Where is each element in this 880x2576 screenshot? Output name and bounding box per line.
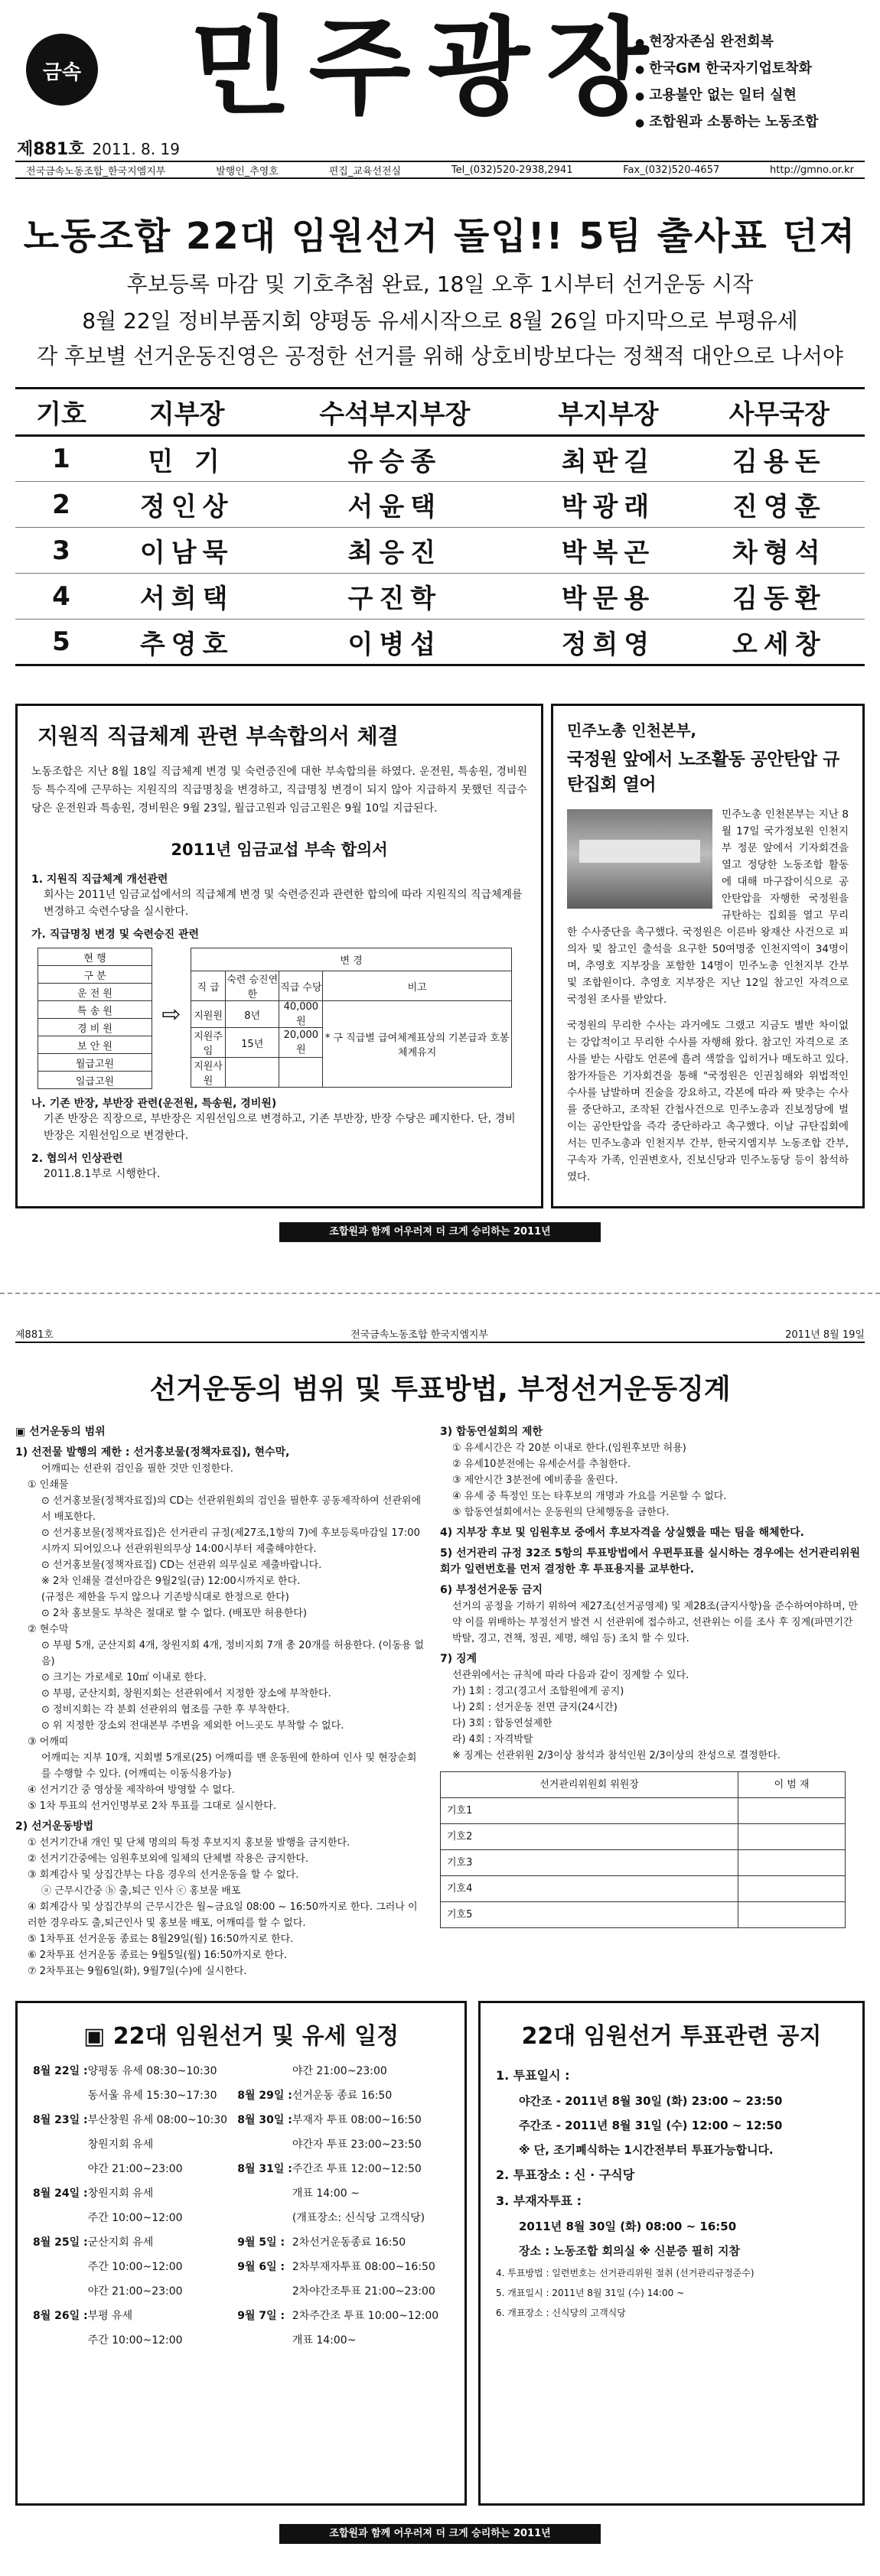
signature-field[interactable] — [738, 1902, 846, 1928]
rule-text: ⊙ 2차 홍보물도 부착은 절대로 할 수 없다. (배포만 허용한다) — [41, 1608, 307, 1619]
rule-item: 4) 지부장 후보 및 임원후보 중에서 후보자격을 상실했을 때는 팀을 해체한다. — [440, 1527, 804, 1539]
subheadline-1: 후보등록 마감 및 기호추첨 완료, 18일 오후 1시부터 선거운동 시작 — [126, 272, 754, 297]
rule-text: ③ 회계감사 및 상집간부는 다음 경우의 선거운동을 할 수 없다. — [28, 1869, 299, 1881]
section-body: 회사는 2011년 임금교섭에서의 직급체계 변경 및 숙련증진과 관련한 합의에 따라 지원직의 직급체계를 변경하고 숙련수당을 실시한다. — [44, 889, 523, 918]
rule-item: 2) 선거운동방법 — [15, 1820, 94, 1833]
schedule-date: 9월 5일 : — [237, 2236, 285, 2249]
grade-cell: 특 송 원 — [38, 1001, 152, 1019]
photo-banner — [579, 840, 700, 863]
schedule-event: 동서울 유세 15:30~17:30 — [87, 2090, 217, 2102]
schedule-event: 창원지회 유세 — [87, 2139, 154, 2151]
schedule-date: 8월 29일 : — [237, 2090, 292, 2102]
grade-allowance — [279, 1058, 323, 1088]
promotion-years: 15년 — [226, 1028, 279, 1058]
section-heading: 가. 직급명칭 변경 및 숙련승진 관련 — [31, 929, 200, 941]
subheadline-3: 각 후보별 선거운동진영은 공정한 선거를 위해 상호비방보다는 정책적 대안으로 나서야 — [37, 343, 843, 369]
schedule-date — [33, 2332, 88, 2356]
notice-item: 1. 투표일시 : — [496, 2068, 570, 2083]
candidate-cell: 오세창 — [694, 620, 865, 665]
schedule-row — [33, 2063, 449, 2087]
page2-org: 전국금속노동조합 한국지엠지부 — [350, 1329, 489, 1341]
signature-row-label: 기호1 — [441, 1798, 738, 1824]
article-title: 국정원 앞에서 노조활동 공안탄압 규탄집회 열어 — [567, 750, 839, 795]
table-header-row — [15, 389, 865, 436]
voting-notice-box — [478, 2001, 865, 2506]
article-title: 지원직 직급체계 관련 부속합의서 체결 — [37, 724, 399, 749]
rule-item: 3) 합동연설회의 제한 — [440, 1426, 543, 1438]
candidate-cell: 박광래 — [523, 482, 693, 528]
changed-grade-table — [191, 948, 512, 1088]
rule-subheading: ③ 어깨띠 — [28, 1736, 69, 1748]
section-heading: 1. 지원직 직급체계 개선관련 — [31, 873, 168, 886]
candidate-cell: 최응진 — [266, 528, 523, 574]
table-row — [15, 528, 865, 574]
column-header: 비고 — [323, 971, 512, 1001]
schedule-row — [33, 2283, 449, 2308]
table-row — [15, 482, 865, 528]
rule-text: ⑤ 1차 투표의 선거인명부로 2차 투표를 그대로 실시한다. — [28, 1800, 276, 1812]
publisher-bar — [15, 161, 865, 179]
schedule-date: 8월 22일 : — [33, 2065, 88, 2077]
committee-chair-name: 이 범 재 — [738, 1772, 846, 1798]
candidate-cell: 이병섭 — [266, 620, 523, 665]
schedule-event: 야간자 투표 23:00~23:50 — [292, 2139, 422, 2151]
notice-item: 3. 부재자투표 : — [496, 2194, 582, 2208]
signature-row-label: 기호5 — [441, 1902, 738, 1928]
schedule-event: 선거운동 종료 16:50 — [292, 2090, 393, 2102]
candidate-cell: 김동환 — [694, 574, 865, 620]
newsletter-title: 민주광장 — [190, 6, 666, 129]
subheadline-2: 8월 22일 정비부품지회 양평동 유세시작으로 8월 26일 마지막으로 부평유세 — [82, 308, 798, 333]
section-heading: 2. 협의서 인상관련 — [31, 1153, 123, 1165]
candidate-table — [15, 387, 865, 666]
schedule-row — [33, 2185, 449, 2210]
rule-item: 6) 부정선거운동 금지 — [440, 1584, 543, 1596]
candidate-cell: 유승종 — [266, 436, 523, 482]
schedule-date: 9월 7일 : — [237, 2310, 285, 2322]
schedule-date: 8월 24일 : — [33, 2187, 88, 2200]
grade-cell: 보 안 원 — [38, 1036, 152, 1054]
article-lead: 노동조합은 지난 8월 18일 직급체계 변경 및 숙련증진에 대한 부속합의를 하였다. 운전원, 특송원, 경비원 등 특수직에 근무하는 지원직의 직급명칭을 변경하고, 직급명칭 변경이 되지 않아 지급하지 못했던 직급수당은 운전원과 특송원, 경비원은 9월 23일, 월급고원과 임금고원은 9월 10일 지급된다. — [31, 766, 527, 815]
candidate-cell: 정인상 — [107, 482, 266, 528]
schedule-row — [33, 2087, 449, 2112]
rule-text: ② 선거기간중에는 임원후보외에 일체의 단체별 작용은 금지한다. — [28, 1853, 309, 1865]
issue-number: 제881호 — [17, 140, 85, 159]
issue-date: 2011. 8. 19 — [92, 140, 180, 158]
logo-text: 금속 — [42, 61, 82, 84]
union-logo — [26, 34, 98, 106]
rule-text: ③ 제안시간 3분전에 예비종을 울린다. — [452, 1475, 618, 1486]
slogan-list — [635, 29, 865, 136]
schedule-date — [33, 2259, 88, 2283]
schedule-body — [33, 2063, 449, 2356]
schedule-event: 2차야간조투표 21:00~23:00 — [292, 2285, 435, 2298]
notice-item: 4. 투표방법 : 일련번호는 선거관리위원 절취 (선거관리규정준수) — [496, 2268, 755, 2278]
signature-row-label: 기호3 — [441, 1850, 738, 1876]
column-header: 직급 수당 — [279, 971, 323, 1001]
column-header: 수석부지부장 — [266, 389, 523, 436]
article-nis-rally — [551, 704, 865, 1208]
candidate-cell: 민 기 — [107, 436, 266, 482]
rule-text: ④ 선거기간 중 영상물 제작하여 방영할 수 없다. — [28, 1784, 235, 1796]
rule-text: 나) 2회 : 선거운동 전면 금지(24시간) — [452, 1702, 618, 1713]
schedule-event: 창원지회 유세 — [87, 2187, 154, 2200]
rule-text: ※ 징계는 선관위원 2/3이상 참석과 참석인원 2/3이상의 찬성으로 결정한다. — [452, 1750, 781, 1761]
candidate-cell: 진영훈 — [694, 482, 865, 528]
column-header: 직 급 — [191, 971, 226, 1001]
headline: 노동조합 22대 임원선거 돌입!! 5팀 출사표 던져 — [23, 215, 857, 258]
rules-heading: ▣ 선거운동의 범위 — [15, 1426, 106, 1438]
schedule-date: 8월 25일 : — [33, 2236, 88, 2249]
grade-note: * 구 직급별 급여체계표상의 기본급과 호봉체계유지 — [323, 1001, 512, 1088]
rule-subheading: ② 현수막 — [28, 1624, 69, 1635]
promotion-years: 8년 — [226, 1001, 279, 1028]
website-link[interactable]: http://gmno.or.kr — [770, 164, 854, 176]
candidate-cell: 구진학 — [266, 574, 523, 620]
candidate-cell: 추영호 — [107, 620, 266, 665]
masthead — [0, 0, 880, 184]
schedule-date — [237, 2283, 292, 2308]
schedule-event: 개표 14:00~ — [292, 2334, 357, 2347]
rule-text: ⊙ 부평 5개, 군산지회 4개, 창원지회 4개, 정비지회 7개 총 20개를 허용한다. (이동용 없음) — [41, 1640, 425, 1667]
article-kicker: 민주노총 인천본부, — [567, 721, 697, 740]
rule-item: 1) 선전물 발행의 제한 : 선거홍보물(정책자료집), 현수막, — [15, 1446, 290, 1459]
candidate-cell: 서희택 — [107, 574, 266, 620]
schedule-event: 주간 10:00~12:00 — [87, 2261, 183, 2273]
ballot-number: 2 — [15, 482, 107, 528]
schedule-event: 부평 유세 — [87, 2310, 133, 2322]
schedule-event: (개표장소: 신식당 고객식당) — [292, 2212, 425, 2224]
page2-title: 선거운동의 범위 및 투표방법, 부정선거운동징계 — [149, 1374, 731, 1405]
notice-detail: 장소 : 노동조합 회의실 ※ 신분증 필히 지참 — [519, 2244, 740, 2258]
rule-text: ※ 2차 인쇄물 결선마감은 9월2일(금) 12:00시까지로 한다. — [41, 1576, 301, 1587]
candidate-cell: 차형석 — [694, 528, 865, 574]
column-header: 기호 — [15, 389, 107, 436]
schedule-event: 주간 10:00~12:00 — [87, 2334, 183, 2347]
schedule-row — [33, 2259, 449, 2283]
rule-text: ⑤ 1차투표 선거운동 종료는 8월29일(월) 16:50까지로 한다. — [28, 1934, 294, 1945]
rule-text: 선거의 공정을 기하기 위하여 제27조(선거공영제) 및 제28조(금지사항)을 준수하여야하며, 만약 이를 위배하는 부정선거 발견 시 선관위에 접수하고, 선관위는 이를 조사 후 징계(파면기간 박탈, 경고, 견책, 정권, 제명, 해임 등) 조치 할 수 있다. — [452, 1601, 859, 1644]
rule-text: ① 선거기간내 개인 및 단체 명의의 특정 후보지지 홍보물 발행을 금지한다. — [28, 1837, 350, 1849]
schedule-event: 야간 21:00~23:00 — [292, 2065, 387, 2077]
schedule-date: 8월 31일 : — [237, 2163, 292, 2175]
signature-row-label: 기호2 — [441, 1824, 738, 1850]
candidate-cell: 정희영 — [523, 620, 693, 665]
slogan-item: ● 조합원과 소통하는 노동조합 — [635, 109, 865, 136]
schedule-event: 2차부재자투표 08:00~16:50 — [292, 2261, 435, 2273]
schedule-event: 군산지회 유세 — [87, 2236, 154, 2249]
signature-table — [440, 1771, 846, 1928]
schedule-row — [33, 2234, 449, 2259]
ballot-number: 4 — [15, 574, 107, 620]
candidate-cell: 김용돈 — [694, 436, 865, 482]
telephone: Tel_(032)520-2938,2941 — [451, 164, 573, 176]
rule-text: ⊙ 선거홍보물(정책자료집)의 CD는 선관위원회의 검인을 필한후 공동제작하여 선관위에서 배포한다. — [41, 1495, 422, 1523]
signature-field[interactable] — [738, 1798, 846, 1824]
schedule-date — [33, 2136, 88, 2161]
rule-text: 다) 3회 : 합동연설제한 — [452, 1718, 552, 1729]
schedule-row — [33, 2308, 449, 2332]
schedule-event: 양평동 유세 08:30~10:30 — [87, 2065, 217, 2077]
column-header: 지부장 — [107, 389, 266, 436]
schedule-event: 2차선거운동종료 16:50 — [292, 2236, 406, 2249]
rule-text: ⑦ 2차투표는 9월6일(화), 9월7일(수)에 실시한다. — [28, 1966, 247, 1977]
rule-text: 어깨띠는 지부 10개, 지회별 5개로(25) 어깨띠를 맨 운동원에 한하여 인사 및 현장순회를 수행할 수 있다. (어깨띠는 이동식용가능) — [41, 1752, 417, 1780]
rule-subheading: ① 인쇄물 — [28, 1479, 69, 1491]
rule-item: 7) 징계 — [440, 1653, 477, 1665]
schedule-date — [237, 2136, 292, 2161]
candidate-cell: 박복곤 — [523, 528, 693, 574]
article-paragraph: 민주노총 인천본부는 지난 8월 17일 국가정보원 인천지부 정문 앞에서 기자회견을 열고 정당한 노동조합 활동에 대해 마구잡이식으로 공안탄압을 자행한 국정원을 규탄하는 집회를 열고 무리한 수사중단을 촉구했다. 국정원은 이른바 왕재산 사건으로 피의자 및 참고인 출석을 요구한 50여명중 인천지역이 34명이며, 추영호 지부장을 포함한 14명이 민주노총 인천지부 간부 및 조합원이다. 추영호 지부장은 지난 12일 참고인 자격으로 국정원 조사를 받았다. — [567, 808, 849, 1006]
current-grade-table — [37, 948, 152, 1089]
footer-slogan-bar: 조합원과 함께 어우러져 더 크게 승리하는 2011년 — [279, 2524, 601, 2544]
agreement-title: 2011년 임금교섭 부속 합의서 — [171, 841, 388, 859]
schedule-event: 주간조 투표 12:00~12:50 — [292, 2163, 422, 2175]
schedule-event: 부재자 투표 08:00~16:50 — [292, 2114, 422, 2126]
rule-text: ⑥ 2차투표 선거운동 종료는 9월5일(월) 16:50까지로 한다. — [28, 1950, 288, 1961]
candidate-cell: 이남묵 — [107, 528, 266, 574]
notice-item: 5. 개표일시 : 2011년 8월 31일 (수) 14:00 ~ — [496, 2288, 685, 2298]
schedule-date: 8월 23일 : — [33, 2114, 88, 2126]
editor: 편집_교육선전실 — [328, 165, 402, 177]
schedule-date — [237, 2063, 292, 2087]
footer-slogan-bar: 조합원과 함께 어우러져 더 크게 승리하는 2011년 — [279, 1222, 601, 1242]
table-row — [15, 574, 865, 620]
schedule-date: 8월 30일 : — [237, 2114, 292, 2126]
rule-text: 선관위에서는 규칙에 따라 다음과 같이 징계할 수 있다. — [452, 1670, 689, 1681]
section-body: 기존 반장은 직장으로, 부반장은 지원선임으로 변경하고, 기존 부반장, 반장 수당은 폐지한다. 단, 경비 반장은 지원선임으로 변경한다. — [44, 1113, 516, 1142]
grade-cell: 경 비 원 — [38, 1019, 152, 1036]
rule-text: 어깨띠는 선관위 검인을 필한 것만 인정한다. — [41, 1463, 233, 1475]
schedule-table — [33, 2063, 449, 2356]
schedule-title: ▣ 22대 임원선거 및 유세 일정 — [83, 2023, 399, 2050]
candidate-cell: 서윤택 — [266, 482, 523, 528]
publisher-name: 발행인_추영호 — [216, 165, 279, 177]
fax: Fax_(032)520-4657 — [623, 164, 720, 176]
rule-text: ⊙ 부평, 군산지회, 창원지회는 선관위에서 지정한 장소에 부착한다. — [41, 1688, 331, 1699]
arrow-right-icon: ⇨ — [161, 1001, 181, 1028]
promotion-years — [226, 1058, 279, 1088]
schedule-row — [33, 2136, 449, 2161]
change-head: 변 경 — [191, 948, 512, 971]
grade-change-diagram — [37, 948, 527, 1089]
rule-text: ② 유세10분전에는 유세순서를 추첨한다. — [452, 1459, 631, 1470]
schedule-box — [15, 2001, 467, 2506]
ballot-number: 3 — [15, 528, 107, 574]
section-heading: 나. 기존 반장, 부반장 관련(운전원, 특송원, 경비원) — [31, 1098, 277, 1110]
schedule-event: 부산창원 유세 08:00~10:30 — [87, 2114, 228, 2126]
notice-detail: 주간조 - 2011년 8월 31일 (수) 12:00 ~ 12:50 — [519, 2119, 783, 2132]
notice-detail: ※ 단, 조기폐식하는 1시간전부터 투표가능합니다. — [519, 2143, 774, 2157]
ballot-number: 1 — [15, 436, 107, 482]
schedule-row — [33, 2161, 449, 2185]
publisher-org: 전국금속노동조합_한국지엠지부 — [26, 165, 166, 177]
schedule-event: 주간 10:00~12:00 — [87, 2212, 183, 2224]
schedule-date — [33, 2161, 88, 2185]
grade-name: 지원사원 — [191, 1058, 226, 1088]
table-row — [15, 620, 865, 665]
slogan-item: ● 한국GM 한국자기업토착화 — [635, 56, 865, 83]
rule-text: 가) 1회 : 경고(경고서 조합원에게 공지) — [452, 1686, 624, 1697]
rules-column-right — [440, 1420, 865, 1986]
ballot-number: 5 — [15, 620, 107, 665]
rule-text: ④ 유세 중 특정인 또는 타후보의 개명과 가요를 거론할 수 없다. — [452, 1491, 727, 1502]
schedule-event: 야간 21:00~23:00 — [87, 2163, 183, 2175]
issue-info — [17, 136, 180, 160]
schedule-date: 9월 6일 : — [237, 2261, 285, 2273]
article-paragraph: 국정원의 무리한 수사는 과거에도 그랬고 지금도 별반 차이없는 강압적이고 무리한 수사를 자행해 왔다. 참고인 자격으로 조사를 받는 사람도 언론에 흘려 색깔을 입히거나 매도하고 있다. 참가자들은 기자회견을 통해 "국정원은 인권침해와 위법적인 수사를 남발하며 진술을 강요하고, 각본에 따라 짜 맞추는 수사를 중단하고, 조작된 간첩사건으로 민주노총과 진보정당에 벌이는 공안탄압을 즉각 중단하라고 촉구했다. 이날 규탄집회에서는 민주노총과 인천지부 간부, 한국지엠지부 노동조합 간부, 구속자 가족, 인권변호사, 진보신당과 민주노동당 등이 참석하였다. — [567, 1020, 849, 1183]
schedule-date — [237, 2332, 292, 2356]
candidate-cell: 최판길 — [523, 436, 693, 482]
rule-text: ⊙ 정비지회는 각 분회 선관위의 협조를 구한 후 부착한다. — [41, 1704, 290, 1716]
article-job-grade — [15, 704, 543, 1208]
schedule-date — [33, 2087, 88, 2112]
rule-text: ⊙ 선거홍보물(정책자료집)은 선거관리 규정(제27조,1항의 7)에 후보등록마감일 17:00시까지 되어있으나 선관위원의무상 14:00시부터 제출해야한다. — [41, 1527, 420, 1555]
schedule-event: 2차주간조 투표 10:00~12:00 — [292, 2310, 439, 2322]
schedule-event: 개표 14:00 ~ — [292, 2187, 360, 2200]
grade-name: 지원원 — [191, 1001, 226, 1028]
slogan-item: ● 현장자존심 완전회복 — [635, 29, 865, 56]
column-header: 부지부장 — [523, 389, 693, 436]
schedule-row — [33, 2210, 449, 2234]
schedule-date — [33, 2283, 88, 2308]
grade-name: 지원주임 — [191, 1028, 226, 1058]
committee-chair-label: 선거관리위원회 위원장 — [441, 1772, 738, 1798]
signature-field[interactable] — [738, 1876, 846, 1902]
rule-item: 5) 선거관리 규정 32조 5항의 투표방법에서 우편투표를 실시하는 경우에는 선거관리위원회가 일련번호를 먼저 결정한 후 투표용지를 교부한다. — [440, 1547, 861, 1576]
section-body: 2011.8.1부로 시행한다. — [44, 1168, 161, 1180]
rules-column-left — [15, 1420, 425, 1986]
column-header: 사무국장 — [694, 389, 865, 436]
notice-detail: 야간조 - 2011년 8월 30일 (화) 23:00 ~ 23:50 — [519, 2094, 783, 2108]
signature-field[interactable] — [738, 1850, 846, 1876]
candidate-cell: 박문용 — [523, 574, 693, 620]
schedule-date — [33, 2210, 88, 2234]
page-divider — [0, 1293, 880, 1294]
rule-text: ⓐ 근무시간중 ⓑ 출,퇴근 인사 ⓒ 홍보물 배포 — [41, 1885, 241, 1897]
rule-text: (규정은 제한을 두지 않으나 기존방식대로 한정으로 한다) — [41, 1592, 289, 1603]
notice-item: 2. 투표장소 : 신 · 구식당 — [496, 2168, 635, 2182]
rule-text: ⊙ 위 지정한 장소외 전대본부 주변을 제외한 어느곳도 부착할 수 없다. — [41, 1720, 344, 1732]
grade-allowance: 20,000원 — [279, 1028, 323, 1058]
rule-text: ① 유세시간은 각 20분 이내로 한다.(임원후보만 허용) — [452, 1442, 686, 1454]
schedule-row — [33, 2112, 449, 2136]
grade-cell: 월급고원 — [38, 1054, 152, 1072]
rule-text: 라) 4회 : 자격박탈 — [452, 1734, 533, 1745]
rule-text: ⊙ 크기는 가로세로 10㎡ 이내로 한다. — [41, 1672, 207, 1683]
signature-row-label: 기호4 — [441, 1876, 738, 1902]
schedule-date — [237, 2185, 292, 2210]
grade-cell: 일급고원 — [38, 1072, 152, 1089]
schedule-date: 8월 26일 : — [33, 2310, 88, 2322]
column-header: 숙련 승진연한 — [226, 971, 279, 1001]
page2-date: 2011년 8월 19일 — [785, 1329, 865, 1341]
schedule-event: 야간 21:00~23:00 — [87, 2285, 183, 2298]
rule-text: ⊙ 선거홍보물(정책자료집) CD는 선관위 의무실로 제출바랍니다. — [41, 1560, 322, 1571]
notice-item: 6. 개표장소 : 신식당의 고객식당 — [496, 2308, 626, 2318]
schedule-row — [33, 2332, 449, 2356]
page2-header — [15, 1325, 865, 1343]
grade-cell: 운 전 원 — [38, 984, 152, 1001]
rule-text: ⑤ 합동연설회에서는 운동원의 단체행동을 금한다. — [452, 1507, 670, 1518]
rule-text: ④ 회계감사 및 상집간부의 근무시간은 월~금요일 08:00 ~ 16:50까지로 한다. 그러나 이러한 경우라도 출,퇴근인사 및 홍보물 배포, 어깨띠를 할 수 없다. — [28, 1901, 418, 1929]
slogan-item: ● 고용불안 없는 일터 실현 — [635, 83, 865, 109]
page2-issue: 제881호 — [15, 1329, 54, 1341]
signature-field[interactable] — [738, 1824, 846, 1850]
rally-photo — [567, 809, 712, 909]
grade-cell: 구 분 — [38, 966, 152, 984]
grade-allowance: 40,000원 — [279, 1001, 323, 1028]
notice-detail: 2011년 8월 30일 (화) 08:00 ~ 16:50 — [519, 2220, 737, 2233]
notice-title: 22대 임원선거 투표관련 공지 — [521, 2023, 822, 2050]
table-row — [15, 436, 865, 482]
grade-head: 현 행 — [38, 948, 152, 966]
schedule-date — [237, 2210, 292, 2234]
